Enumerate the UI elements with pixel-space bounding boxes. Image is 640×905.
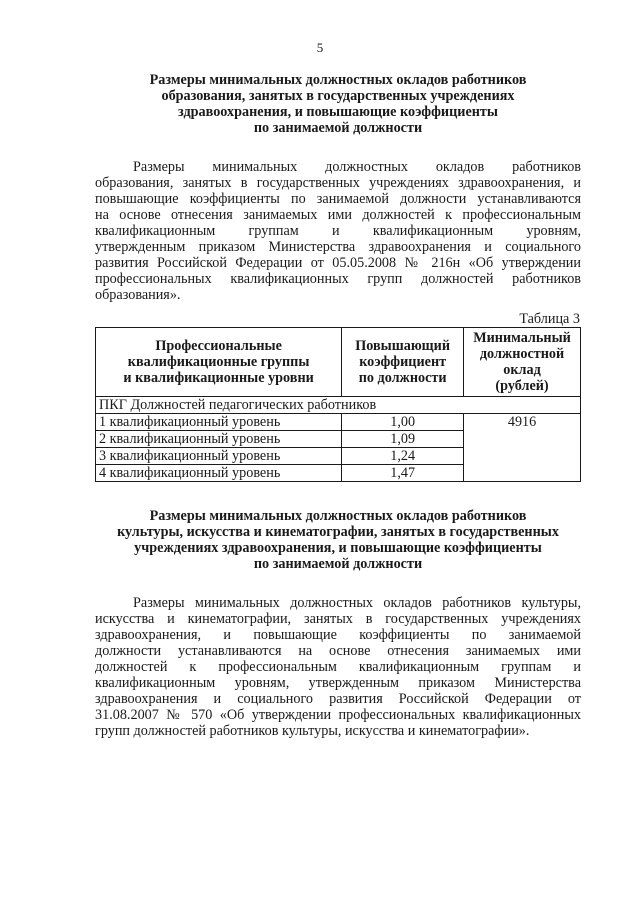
section2-title-line: по занимаемой должности <box>253 556 423 572</box>
section2-title-line: учреждениях здравоохранения, и повышающие коэффициенты <box>134 540 542 556</box>
section1-title-line: по занимаемой должности <box>253 120 423 136</box>
page-number: 5 <box>316 40 324 55</box>
section2-title-line: культуры, искусства и кинематографии, занятых в государственных <box>117 524 559 540</box>
salary-table <box>95 327 581 482</box>
table-row <box>96 414 581 431</box>
paragraph-line: 31.08.2007 № 570 «Об утверждении профессиональных квалификационных <box>95 707 581 723</box>
paragraph-line: групп должностей работников культуры, искусства и кинематографии». <box>95 723 530 739</box>
header-line: Повышающий <box>355 338 451 354</box>
paragraph-line: образования, занятых в государственных учреждениях здравоохранения, и <box>95 175 581 191</box>
paragraph-line: на основе отнесения занимаемых ими должностей к профессиональным <box>95 207 581 223</box>
paragraph-line: повышающие коэффициенты по занимаемой должности устанавливаются <box>95 191 581 207</box>
qualification-level: 4 квалификационный уровень <box>96 465 342 482</box>
paragraph-line: здравоохранения и социального развития Российской Федерации от <box>95 691 581 707</box>
coefficient: 1,47 <box>342 465 464 482</box>
paragraph-line: должностей к профессиональным квалификационным группам и <box>95 659 581 675</box>
header-line: коэффициент <box>359 354 447 370</box>
paragraph-line: развития Российской Федерации от 05.05.2008 № 216н «Об утверждении <box>95 255 581 271</box>
paragraph-line: Размеры минимальных должностных окладов работников <box>133 159 581 175</box>
header-line: (рублей) <box>495 378 549 394</box>
header-line: оклад <box>503 362 541 378</box>
section1-title-line: Размеры минимальных должностных окладов работников <box>149 72 527 88</box>
paragraph-line: здравоохранения, и повышающие коэффициенты по занимаемой <box>95 627 581 643</box>
paragraph-line: должности устанавливаются на основе отнесения занимаемых ими <box>95 643 581 659</box>
header-line: должностной <box>479 346 565 362</box>
section1-title-line: здравоохранения, и повышающие коэффициенты <box>178 104 498 120</box>
header-qualification-groups <box>96 328 342 397</box>
table-group-row <box>96 397 581 414</box>
qualification-level: 1 квалификационный уровень <box>96 414 342 431</box>
table-header-row <box>96 328 581 397</box>
qualification-level: 3 квалификационный уровень <box>96 448 342 465</box>
qualification-level: 2 квалификационный уровень <box>96 431 342 448</box>
section2-title <box>95 508 581 572</box>
section1-title-line: образования, занятых в государственных учреждениях <box>161 88 515 104</box>
header-line: и квалификационные уровни <box>123 370 314 386</box>
header-min-salary <box>464 328 581 397</box>
section2-title-line: Размеры минимальных должностных окладов работников <box>149 508 527 524</box>
table-label: Таблица 3 <box>519 311 580 327</box>
paragraph-line: квалификационным уровням, утвержденным приказом Министерства <box>95 675 581 691</box>
coefficient: 1,00 <box>342 414 464 431</box>
header-line: Минимальный <box>473 330 571 346</box>
coefficient: 1,24 <box>342 448 464 465</box>
paragraph-line: утвержденным приказом Министерства здравоохранения и социального <box>95 239 581 255</box>
header-line: по должности <box>358 370 447 386</box>
min-salary: 4916 <box>464 414 581 482</box>
section1-paragraph <box>95 159 581 303</box>
paragraph-line: Размеры минимальных должностных окладов работников культуры, <box>133 595 581 611</box>
section1-title <box>95 72 581 136</box>
group-name: ПКГ Должностей педагогических работников <box>96 397 581 414</box>
paragraph-line: искусства и кинематографии, занятых в государственных учреждениях <box>95 611 581 627</box>
header-coefficient <box>342 328 464 397</box>
section2-paragraph <box>95 595 581 739</box>
paragraph-line: профессиональных квалификационных групп должностей работников <box>95 271 581 287</box>
paragraph-line: квалификационным группам и квалификационным уровням, <box>95 223 581 239</box>
paragraph-line: образования». <box>95 287 181 303</box>
header-line: Профессиональные <box>155 338 282 354</box>
header-line: квалификационные группы <box>127 354 310 370</box>
coefficient: 1,09 <box>342 431 464 448</box>
